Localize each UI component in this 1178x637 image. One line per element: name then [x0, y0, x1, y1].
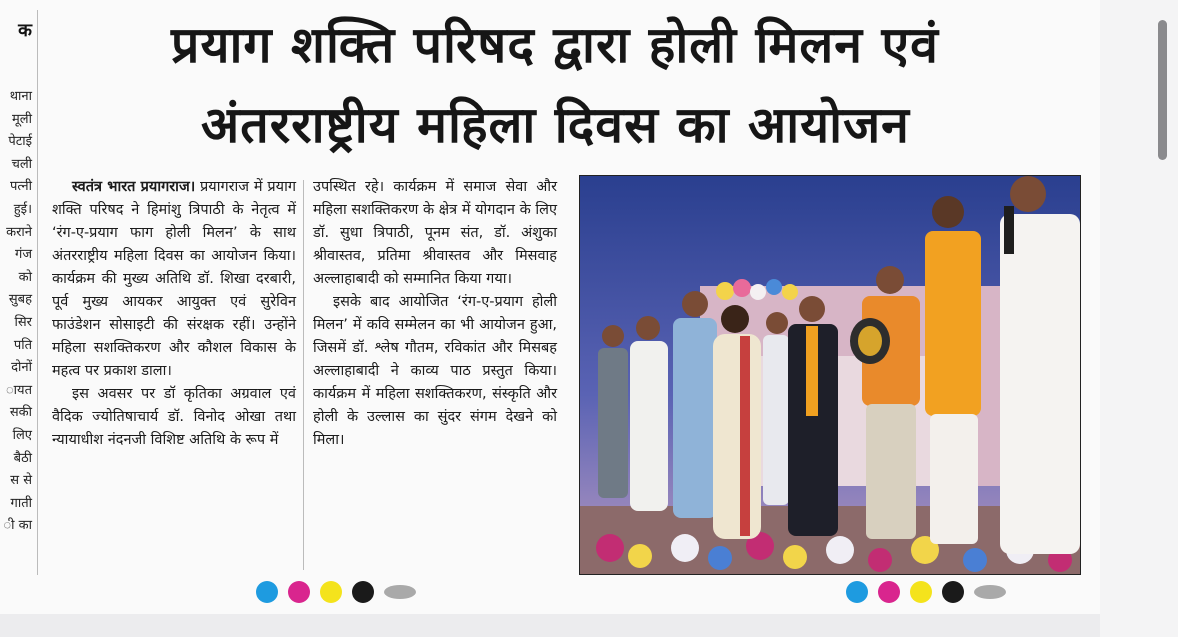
paragraph-3-text: उपस्थित रहे। कार्यक्रम में समाज सेवा और महिला सशक्तिकरण के क्षेत्र में योगदान के लिए डॉ. सुधा त्रिपाठी, पूनम संत, डॉ. अंशुका श्रीवास्तव, प्रतिमा श्रीवास्तव और मिसवाह अल्लाहाबादी को सम्मानित किया गया। [313, 179, 557, 287]
grey-registration-mark [384, 585, 416, 599]
adjacent-text-line: कराने [6, 224, 32, 240]
adjacent-text-line: थाना [9, 89, 32, 104]
adjacent-article-fragment [0, 0, 34, 570]
adjacent-text-line: बैठी [13, 450, 32, 466]
adjacent-text-line: ी का [3, 518, 32, 534]
article-column-1 [52, 176, 296, 452]
grey-registration-mark [974, 585, 1006, 599]
cyan-registration-dot [846, 581, 868, 603]
adjacent-text-line: गाती [10, 495, 32, 511]
adjacent-text-line: पति [13, 337, 32, 353]
adjacent-text-line: मूली [12, 111, 32, 127]
vertical-scrollbar[interactable] [1158, 20, 1167, 160]
yellow-registration-dot [320, 581, 342, 603]
adjacent-text-line: पेटाई [8, 134, 32, 150]
dateline: स्वतंत्र भारत प्रयागराज। [72, 179, 196, 195]
adjacent-text-line: लिए [12, 428, 32, 443]
magenta-registration-dot [878, 581, 900, 603]
adjacent-headline-fragment: क [18, 20, 32, 41]
adjacent-text-line: सकी [9, 405, 32, 421]
headline-line-2: अंतरराष्ट्रीय महिला दिवस का आयोजन [201, 96, 910, 154]
event-photo-illustration [580, 176, 1080, 574]
print-registration-marks-right [846, 581, 1016, 603]
yellow-registration-dot [910, 581, 932, 603]
paragraph-1-text: प्रयागराज में प्रयाग शक्ति परिषद ने हिमांशु त्रिपाठी के नेतृत्व में ‘रंग-ए-प्रयाग फाग होली मिलन’ के साथ अंतरराष्ट्रीय महिला दिवस का आयोजन किया। कार्यक्रम की मुख्य अतिथि डॉ. शिखा दरबारी, पूर्व मुख्य आयकर आयुक्त एवं सुरेविन फाउंडेशन सोसाइटी की संरक्षक रहीं। उन्होंने महिला सशक्तिकरण और कौशल विकास के महत्व पर प्रकाश डाला। [52, 179, 297, 379]
adjacent-text-line: दोनों [11, 360, 32, 376]
paragraph-1 [52, 176, 296, 383]
column-divider [37, 10, 38, 575]
adjacent-text-line: ायत [5, 382, 32, 398]
paragraph-4-text: इसके बाद आयोजित ‘रंग-ए-प्रयाग होली मिलन’ में कवि सम्मेलन का भी आयोजन हुआ, जिसमें डॉ. श्लेष गौतम, रविकांत और मिसबह अल्लाहाबादी ने काव्य पाठ प्रस्तुत किया। कार्यक्रम में महिला सशक्तिकरण, संस्कृति और होली के उल्लास का सुंदर संगम देखने को मिला। [313, 294, 557, 448]
adjacent-text-line: को [18, 269, 32, 285]
adjacent-text-line: सुबह [8, 292, 32, 308]
paragraph-2-text: इस अवसर पर डॉ कृतिका अग्रवाल एवं वैदिक ज्योतिषाचार्य डॉ. विनोद ओखा तथा न्यायाधीश नंदनजी विशिष्ट अतिथि के रूप में [52, 386, 296, 448]
page-bottom-edge [0, 614, 1100, 637]
adjacent-text-line: गंज [15, 247, 32, 263]
paragraph-3 [313, 176, 557, 291]
cyan-registration-dot [256, 581, 278, 603]
paragraph-4 [313, 291, 557, 452]
paragraph-2 [52, 383, 296, 452]
headline-line-1: प्रयाग शक्ति परिषद द्वारा होली मिलन एवं [171, 16, 939, 74]
print-registration-marks-left [256, 581, 426, 603]
magenta-registration-dot [288, 581, 310, 603]
black-registration-dot [942, 581, 964, 603]
adjacent-text-line: सिर [14, 315, 32, 330]
event-photo [579, 175, 1081, 575]
adjacent-text-line: पत्नी [10, 179, 32, 195]
column-divider [303, 180, 304, 570]
black-registration-dot [352, 581, 374, 603]
adjacent-text-line: हुई। [13, 202, 32, 217]
adjacent-text-line: चली [11, 156, 32, 172]
article-column-2 [313, 176, 557, 452]
adjacent-text-line: स से [10, 473, 32, 489]
